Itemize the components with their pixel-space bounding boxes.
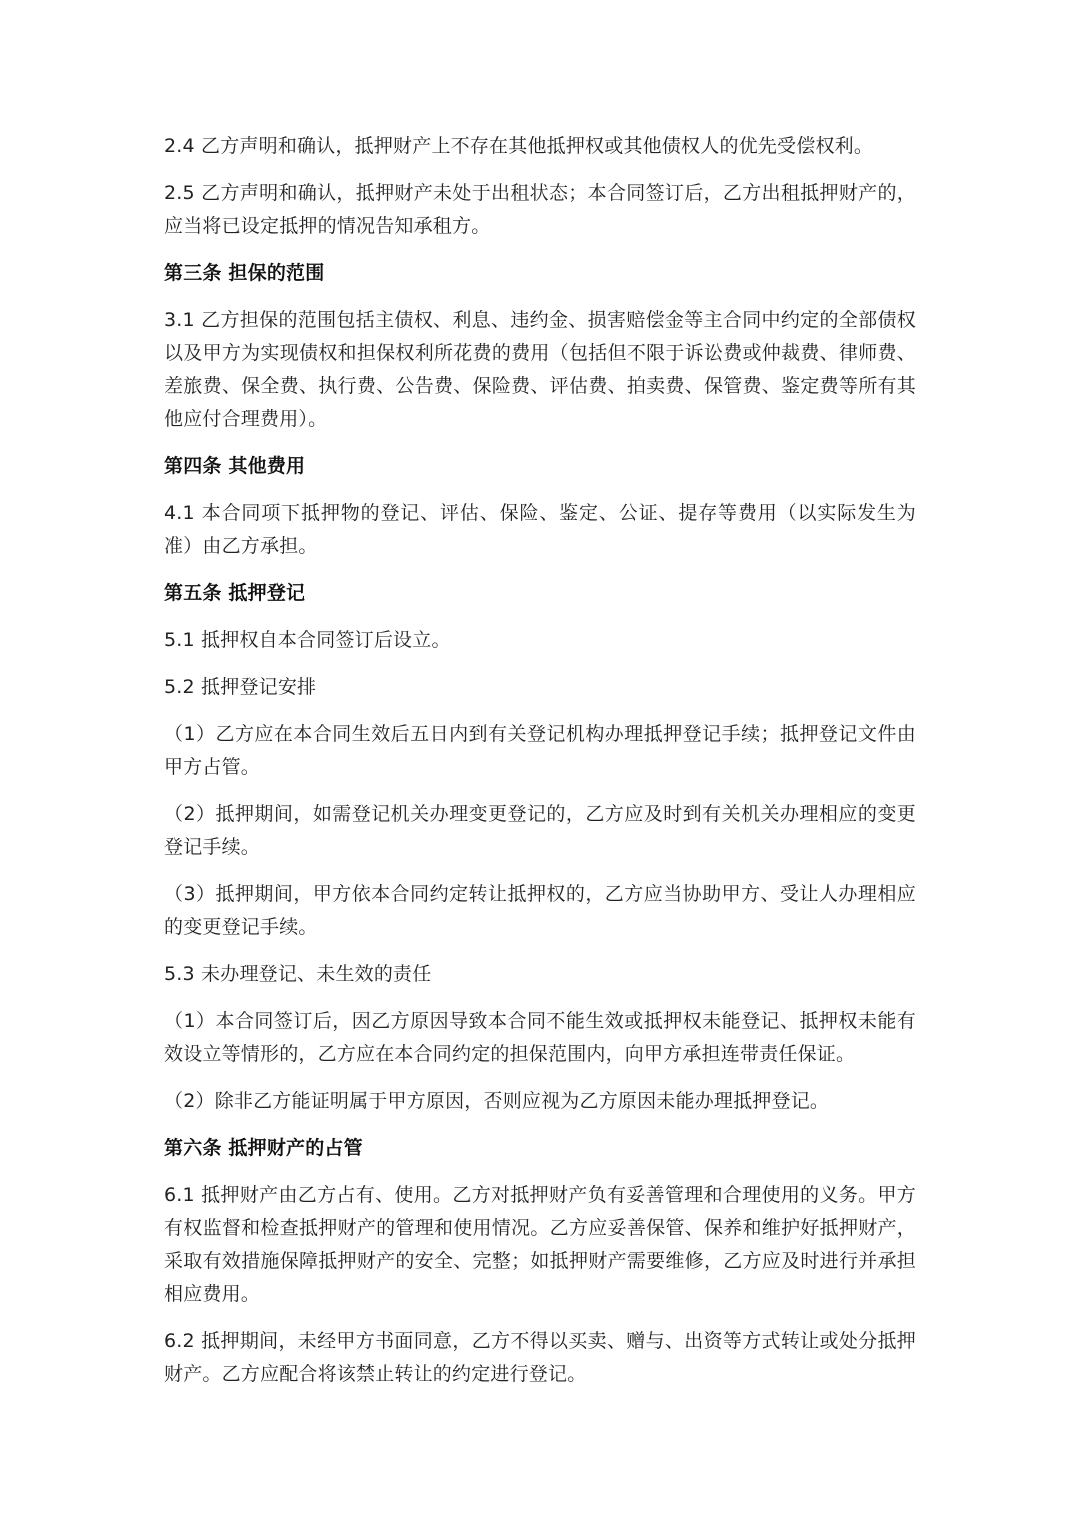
article-3-heading: 第三条 担保的范围 [164, 262, 325, 284]
clause-2-5: 2.5 乙方声明和确认，抵押财产未处于出租状态；本合同签订后，乙方出租抵押财产的，应当将已设定抵押的情况告知承租方。 [164, 182, 916, 237]
article-5-heading: 第五条 抵押登记 [164, 582, 306, 604]
clause-5-3: 5.3 未办理登记、未生效的责任 [164, 963, 432, 985]
clause-5-1: 5.1 抵押权自本合同签订后设立。 [164, 629, 451, 651]
contract-page [164, 130, 916, 1405]
clause-6-1: 6.1 抵押财产由乙方占有、使用。乙方对抵押财产负有妥善管理和合理使用的义务。甲方有权监督和检查抵押财产的管理和使用情况。乙方应妥善保管、保养和维护好抵押财产，采取有效措施保障抵押财产的安全、完整；如抵押财产需要维修，乙方应及时进行并承担相应费用。 [164, 1184, 916, 1305]
clause-3-1: 3.1 乙方担保的范围包括主债权、利息、违约金、损害赔偿金等主合同中约定的全部债权以及甲方为实现债权和担保权利所花费的费用（包括但不限于诉讼费或仲裁费、律师费、差旅费、保全费、执行费、公告费、保险费、评估费、拍卖费、保管费、鉴定费等所有其他应付合理费用）。 [164, 309, 916, 430]
clause-6-2: 6.2 抵押期间，未经甲方书面同意，乙方不得以买卖、赠与、出资等方式转让或处分抵押财产。乙方应配合将该禁止转让的约定进行登记。 [164, 1330, 916, 1385]
article-6-heading: 第六条 抵押财产的占管 [164, 1137, 363, 1159]
clause-4-1: 4.1 本合同项下抵押物的登记、评估、保险、鉴定、公证、提存等费用（以实际发生为准）由乙方承担。 [164, 502, 916, 557]
clause-5-2-item-2: （2）抵押期间，如需登记机关办理变更登记的，乙方应及时到有关机关办理相应的变更登记手续。 [164, 803, 916, 858]
clause-2-4: 2.4 乙方声明和确认，抵押财产上不存在其他抵押权或其他债权人的优先受偿权利。 [164, 135, 874, 157]
article-4-heading: 第四条 其他费用 [164, 455, 306, 477]
clause-5-2-item-3: （3）抵押期间，甲方依本合同约定转让抵押权的，乙方应当协助甲方、受让人办理相应的变更登记手续。 [164, 883, 916, 938]
clause-5-2-item-1: （1）乙方应在本合同生效后五日内到有关登记机构办理抵押登记手续；抵押登记文件由甲方占管。 [164, 723, 916, 778]
clause-5-3-item-1: （1）本合同签订后，因乙方原因导致本合同不能生效或抵押权未能登记、抵押权未能有效设立等情形的，乙方应在本合同约定的担保范围内，向甲方承担连带责任保证。 [164, 1010, 916, 1065]
clause-5-3-item-2: （2）除非乙方能证明属于甲方原因，否则应视为乙方原因未能办理抵押登记。 [164, 1090, 830, 1112]
clause-5-2: 5.2 抵押登记安排 [164, 676, 317, 698]
